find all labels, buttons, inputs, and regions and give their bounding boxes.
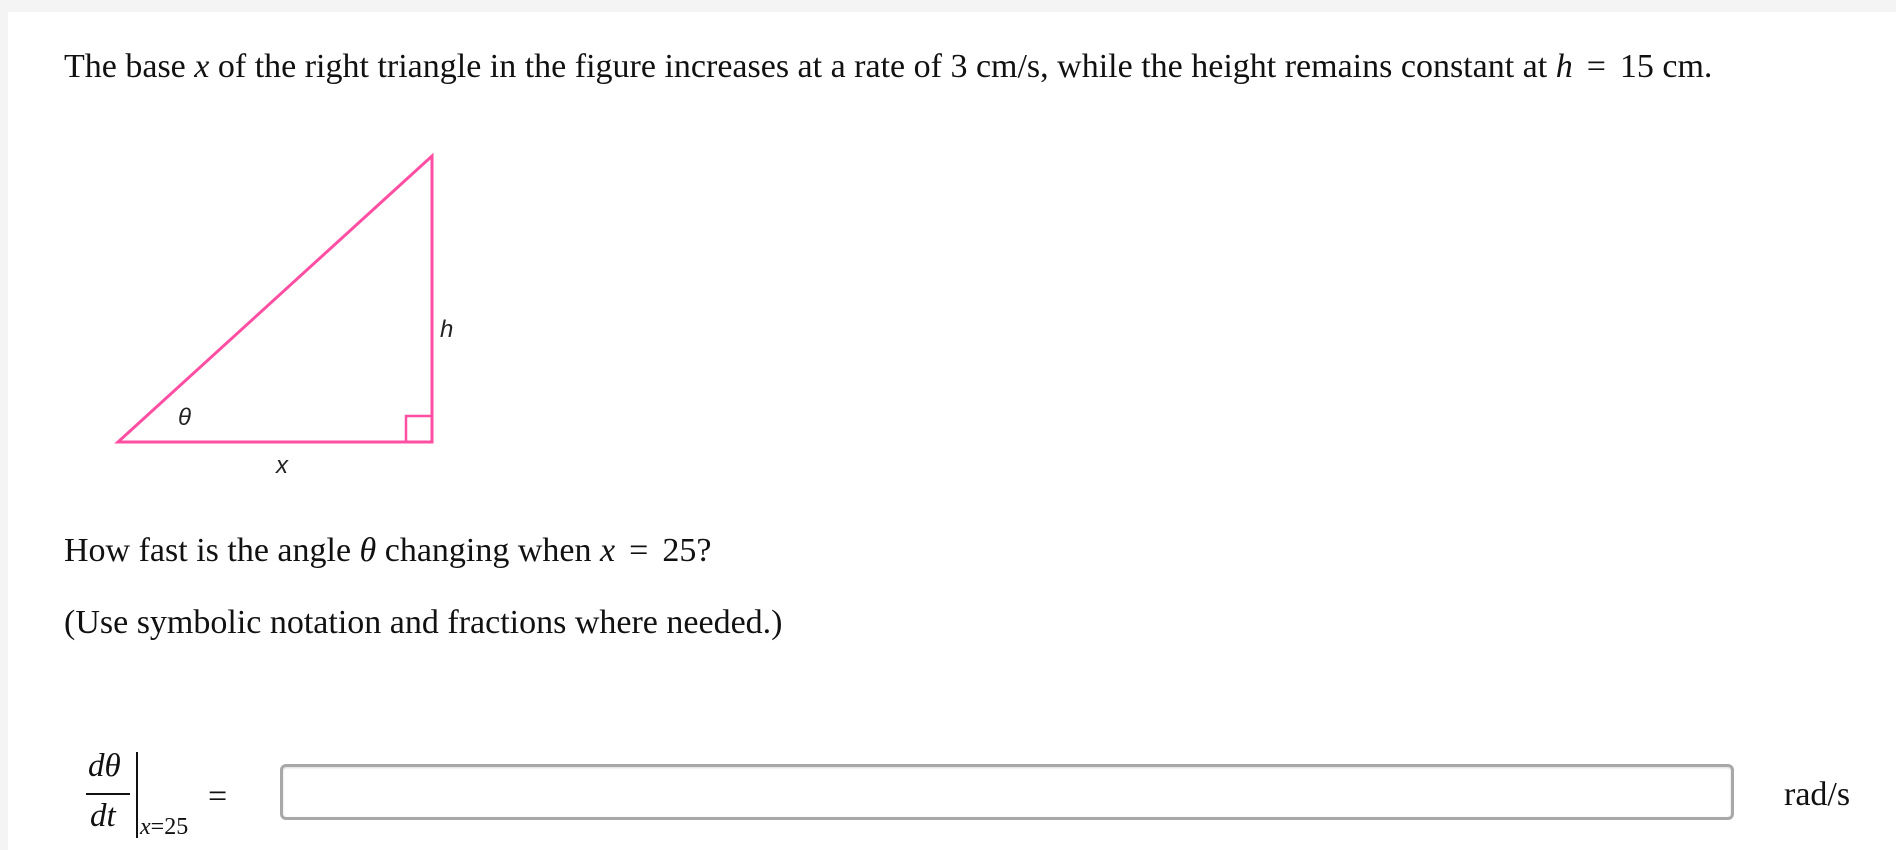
problem-text-1: The base — [64, 48, 195, 85]
evaluation-variable: x — [140, 814, 151, 840]
variable-h: h — [1555, 48, 1573, 85]
evaluation-value: =25 — [150, 814, 189, 840]
theta-symbol: θ — [359, 532, 377, 569]
instruction-text: (Use symbolic notation and fractions where needed.) — [64, 604, 783, 641]
equals-symbol: = — [1586, 48, 1606, 85]
right-triangle-figure — [8, 12, 528, 512]
derivative-expression — [84, 748, 214, 848]
problem-text-3: 15 cm. — [1619, 48, 1713, 85]
right-angle-marker — [406, 416, 432, 442]
equals-symbol-question: = — [629, 532, 649, 569]
label-h: h — [440, 316, 454, 343]
evaluation-bar — [136, 752, 138, 838]
problem-text-2: of the right triangle in the figure increases at a rate of 3 cm/s, while the height remains constant at — [209, 48, 1556, 85]
answer-input[interactable] — [280, 764, 1734, 820]
label-theta: θ — [178, 404, 192, 431]
variable-x-question: x — [600, 532, 616, 569]
question-card — [8, 12, 1896, 850]
derivative-numerator: dθ — [88, 748, 121, 784]
derivative-denominator: dt — [90, 798, 116, 834]
unit-label: rad/s — [1784, 776, 1851, 813]
question-text-3: 25? — [662, 532, 712, 569]
question-text-2: changing when — [376, 532, 601, 569]
variable-x: x — [194, 48, 210, 85]
label-x: x — [276, 452, 288, 479]
answer-equals-sign: = — [208, 778, 228, 815]
question-text-1: How fast is the angle — [64, 532, 360, 569]
question-text — [64, 532, 711, 570]
fraction-bar — [86, 793, 130, 795]
evaluation-point — [140, 814, 188, 841]
triangle-outline — [118, 156, 432, 442]
